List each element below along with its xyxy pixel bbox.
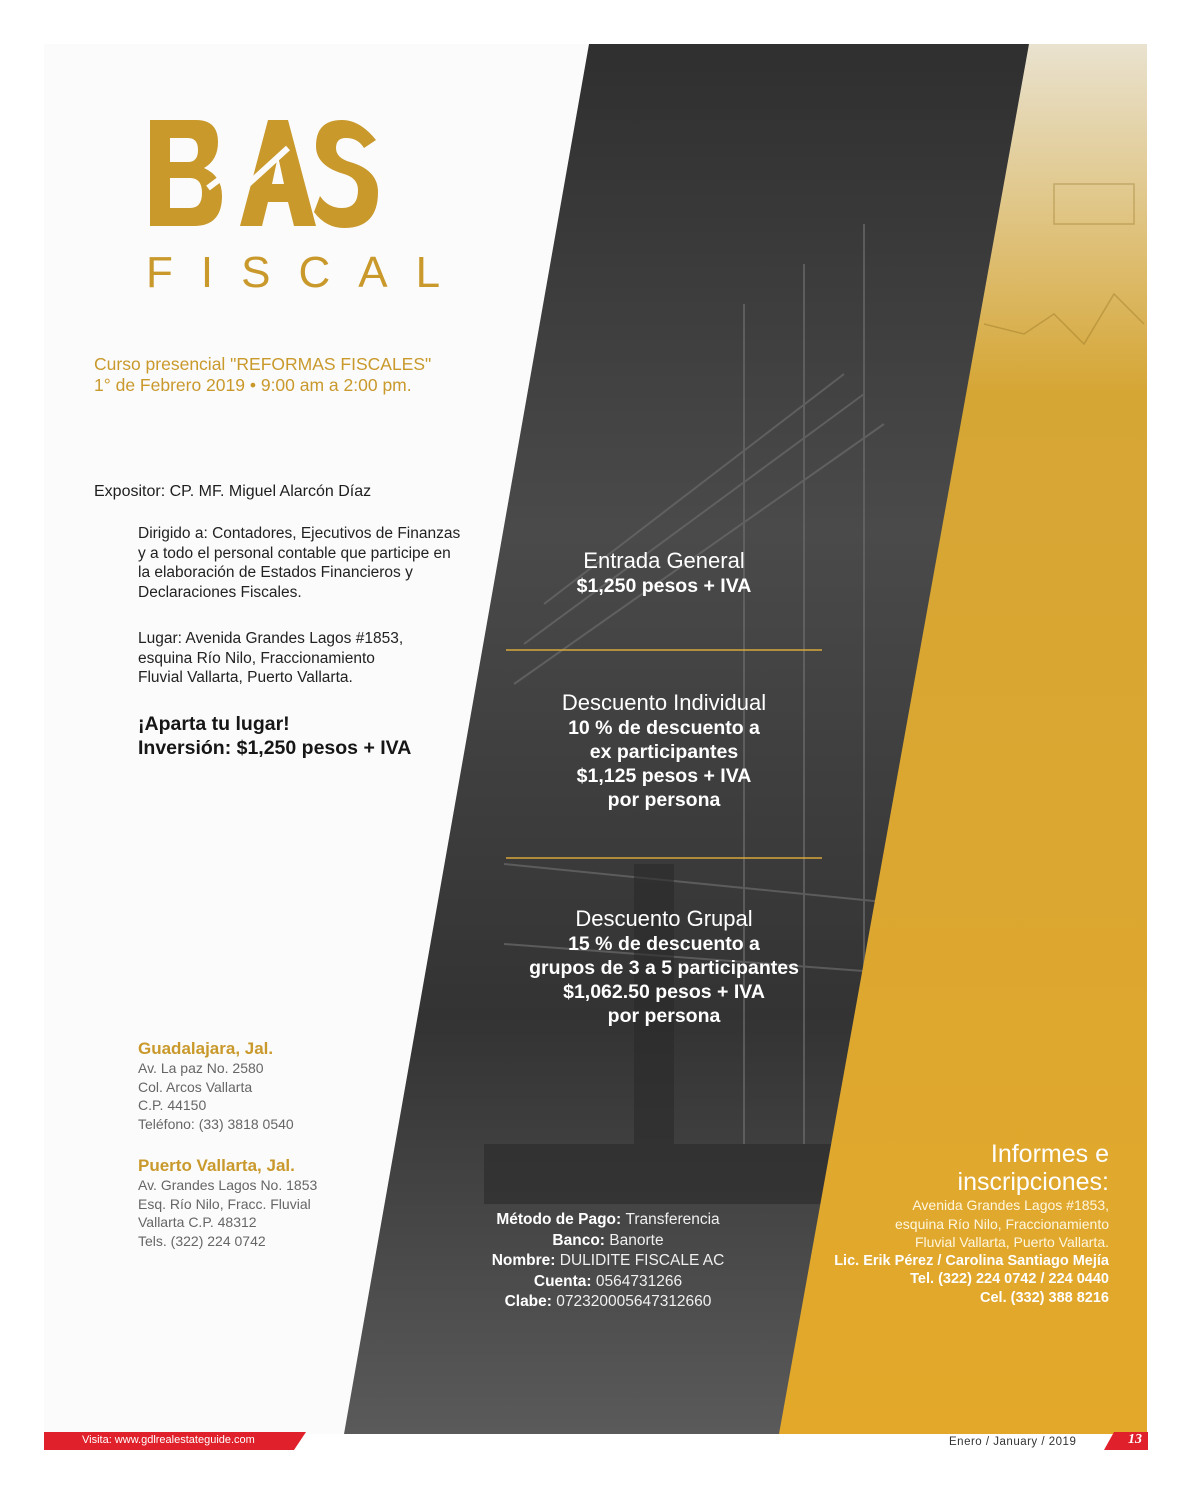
price-group: [500, 906, 828, 1028]
price-line: por persona: [607, 1005, 721, 1027]
payment-label: Nombre:: [491, 1252, 556, 1269]
price-line: 10 % de descuento a: [568, 717, 760, 739]
payment-label: Banco:: [552, 1231, 605, 1249]
audience-line: Declaraciones Fiscales.: [138, 583, 302, 601]
audience-line: y a todo el personal contable que participe en: [138, 544, 451, 562]
payment-label: Clabe:: [504, 1293, 552, 1310]
payment-value: DULIDITE FISCALE AC: [559, 1252, 725, 1269]
audience-line: Dirigido a: Contadores, Ejecutivos de Finanzas: [138, 525, 461, 542]
office-city: Puerto Vallarta, Jal.: [138, 1156, 295, 1175]
payment-row: [458, 1292, 758, 1313]
price-individual: [514, 690, 814, 812]
payment-row: [458, 1210, 758, 1231]
info-contact-line: Lic. Erik Pérez / Carolina Santiago Mejía: [834, 1252, 1109, 1269]
price-heading: Descuento Grupal: [575, 906, 753, 931]
info-contact-line: Cel. (332) 388 8216: [980, 1289, 1109, 1306]
payment-row: [458, 1231, 758, 1252]
info-address-line: Fluvial Vallarta, Puerto Vallarta.: [914, 1234, 1109, 1250]
course-title: Curso presencial "REFORMAS FISCALES": [94, 354, 432, 374]
price-line: $1,250 pesos + IVA: [576, 575, 752, 597]
office-line: Esq. Río Nilo, Fracc. Fluvial: [138, 1195, 311, 1212]
price-heading: Entrada General: [583, 548, 745, 573]
cta-line1: ¡Aparta tu lugar!: [138, 713, 290, 735]
course-date: 1° de Febrero 2019 • 9:00 am a 2:00 pm.: [94, 375, 412, 395]
price-heading: Descuento Individual: [561, 690, 767, 715]
payment-value: Banorte: [609, 1231, 664, 1249]
office-line: Av. La paz No. 2580: [138, 1060, 264, 1076]
office-line: Av. Grandes Lagos No. 1853: [138, 1177, 318, 1193]
office-line: Tels. (322) 224 0742: [138, 1232, 266, 1249]
office-guadalajara: [138, 1039, 294, 1133]
venue-line: Fluvial Vallarta, Puerto Vallarta.: [138, 669, 353, 686]
price-line: por persona: [607, 789, 721, 811]
page-number: 13: [1128, 1432, 1142, 1447]
payment-value: 072320005647312660: [556, 1293, 712, 1310]
footer-visit-link[interactable]: [44, 1432, 306, 1450]
payment-row: [458, 1251, 758, 1272]
audience-line: la elaboración de Estados Financieros y: [138, 564, 413, 581]
office-puerto-vallarta: [138, 1156, 317, 1250]
footer-visit-text[interactable]: Visita: www.gdlrealestateguide.com: [82, 1434, 255, 1446]
price-line: grupos de 3 a 5 participantes: [529, 957, 799, 979]
logo-subtitle: FISCAL: [146, 248, 469, 297]
office-line: C.P. 44150: [138, 1097, 207, 1113]
payment-label: Método de Pago:: [496, 1211, 622, 1228]
payment-row: [458, 1272, 758, 1293]
call-to-action: [138, 712, 411, 760]
course-info: [94, 354, 431, 396]
payment-details: [458, 1210, 758, 1313]
price-line: 15 % de descuento a: [568, 933, 760, 955]
venue-line: Lugar: Avenida Grandes Lagos #1853,: [138, 630, 404, 647]
payment-value: 0564731266: [595, 1272, 683, 1290]
info-title: Informes e: [990, 1140, 1109, 1168]
price-line: ex participantes: [589, 741, 739, 763]
registration-info: [789, 1140, 1109, 1307]
payment-value: Transferencia: [625, 1211, 720, 1228]
info-contact-line: Tel. (322) 224 0742 / 224 0440: [910, 1271, 1109, 1287]
speaker: Expositor: CP. MF. Miguel Alarcón Díaz: [94, 483, 372, 500]
info-address-line: Avenida Grandes Lagos #1853,: [912, 1197, 1109, 1213]
venue-text: [138, 629, 403, 688]
price-line: $1,125 pesos + IVA: [576, 765, 752, 787]
office-line: Vallarta C.P. 48312: [138, 1214, 257, 1230]
office-city: Guadalajara, Jal.: [138, 1039, 274, 1058]
info-address-line: esquina Río Nilo, Fraccionamiento: [895, 1215, 1109, 1232]
price-line: $1,062.50 pesos + IVA: [563, 981, 765, 1003]
info-title: inscripciones:: [957, 1168, 1109, 1196]
payment-label: Cuenta:: [533, 1272, 592, 1290]
venue-line: esquina Río Nilo, Fraccionamiento: [138, 649, 375, 667]
page-number-badge: [1104, 1432, 1148, 1450]
bas-fiscal-logo: [148, 118, 378, 228]
office-line: Col. Arcos Vallarta: [138, 1078, 253, 1095]
office-line: Teléfono: (33) 3818 0540: [138, 1115, 294, 1132]
audience-text: [138, 524, 460, 602]
cta-line2: Inversión: $1,250 pesos + IVA: [138, 737, 412, 759]
footer-issue-date: Enero / January / 2019: [949, 1436, 1077, 1448]
price-general: [514, 548, 814, 598]
